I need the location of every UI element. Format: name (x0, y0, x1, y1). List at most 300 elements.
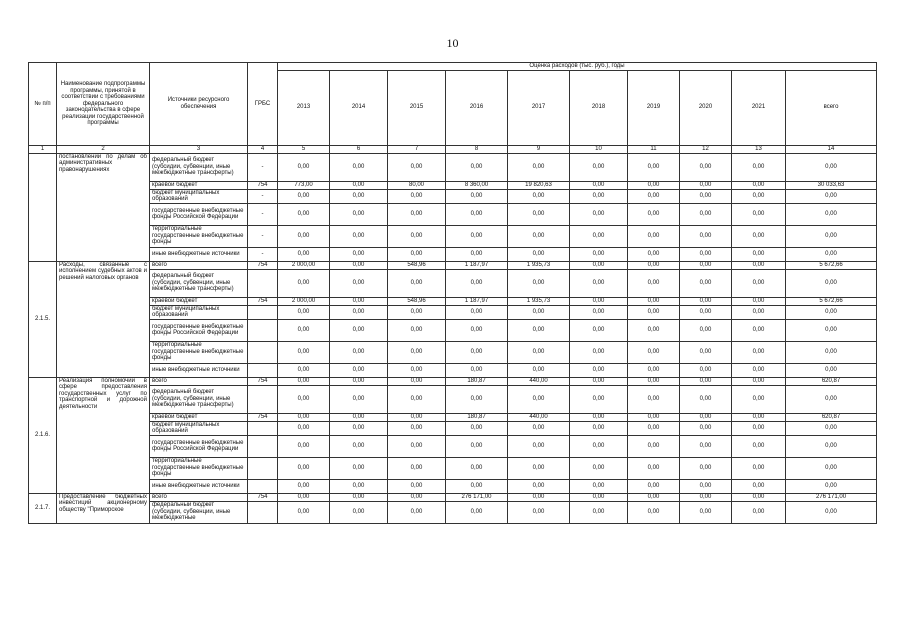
amount-cell: 0,00 (786, 319, 877, 341)
grbs-code: 754 (248, 261, 278, 269)
amount-cell: 0,00 (278, 435, 330, 457)
amount-cell: 0,00 (732, 181, 786, 189)
amount-cell: 0,00 (628, 297, 680, 305)
grbs-code (248, 435, 278, 457)
amount-cell: 0,00 (732, 421, 786, 435)
amount-cell: 0,00 (446, 457, 508, 479)
amount-cell: 1 187,97 (446, 261, 508, 269)
amount-cell: 1 935,73 (508, 261, 570, 269)
funding-source: федеральный бюджет (субсидии, субвенции, иные межбюджетные трансферты) (150, 269, 248, 297)
grbs-code: - (248, 225, 278, 247)
amount-cell: 0,00 (330, 181, 388, 189)
amount-cell: 2 000,00 (278, 297, 330, 305)
amount-cell: 0,00 (570, 247, 628, 261)
amount-cell: 0,00 (628, 247, 680, 261)
amount-cell: 0,00 (786, 363, 877, 377)
amount-cell: 0,00 (570, 385, 628, 413)
column-number: 4 (248, 145, 278, 153)
amount-cell: 0,00 (278, 363, 330, 377)
amount-cell: 0,00 (446, 479, 508, 493)
amount-cell: 0,00 (732, 269, 786, 297)
amount-cell: 0,00 (278, 493, 330, 501)
amount-cell: 0,00 (330, 377, 388, 385)
header-year: 2019 (628, 70, 680, 145)
amount-cell: 0,00 (680, 479, 732, 493)
amount-cell: 0,00 (388, 457, 446, 479)
grbs-code (248, 457, 278, 479)
amount-cell: 0,00 (786, 501, 877, 523)
amount-cell: 0,00 (388, 247, 446, 261)
header-year: 2021 (732, 70, 786, 145)
amount-cell: 0,00 (330, 225, 388, 247)
amount-cell: 0,00 (278, 479, 330, 493)
amount-cell: 0,00 (732, 479, 786, 493)
table-row (29, 203, 877, 225)
amount-cell: 0,00 (508, 435, 570, 457)
amount-cell: 0,00 (786, 457, 877, 479)
funding-source: иные внебюджетные источники (150, 363, 248, 377)
header-year: всего (786, 70, 877, 145)
grbs-code: 754 (248, 413, 278, 421)
amount-cell: 440,00 (508, 413, 570, 421)
amount-cell: 0,00 (680, 493, 732, 501)
header-name: Наименование подпрограммы программы, принятой в соответствии с требованиями федерального законодательства в сфере реализации государственной программы (57, 63, 150, 146)
amount-cell: 548,96 (388, 297, 446, 305)
grbs-code: - (248, 203, 278, 225)
amount-cell: 0,00 (628, 363, 680, 377)
table-row (29, 305, 877, 319)
amount-cell: 0,00 (278, 385, 330, 413)
amount-cell: 0,00 (330, 421, 388, 435)
funding-source: территориальные государственные внебюджетные фонды (150, 225, 248, 247)
amount-cell: 0,00 (446, 247, 508, 261)
amount-cell: 0,00 (680, 269, 732, 297)
amount-cell: 0,00 (732, 225, 786, 247)
column-number: 9 (508, 145, 570, 153)
table-row (29, 341, 877, 363)
amount-cell: 0,00 (732, 261, 786, 269)
amount-cell: 0,00 (732, 413, 786, 421)
amount-cell: 0,00 (508, 341, 570, 363)
amount-cell: 0,00 (388, 479, 446, 493)
amount-cell: 0,00 (388, 377, 446, 385)
amount-cell: 0,00 (680, 305, 732, 319)
table-row (29, 319, 877, 341)
amount-cell: 0,00 (786, 269, 877, 297)
amount-cell: 0,00 (446, 319, 508, 341)
amount-cell: 0,00 (330, 247, 388, 261)
amount-cell: 0,00 (786, 153, 877, 181)
funding-source: государственные внебюджетные фонды Российской Федерации (150, 435, 248, 457)
amount-cell: 0,00 (446, 153, 508, 181)
amount-cell: 1 187,97 (446, 297, 508, 305)
column-number: 1 (29, 145, 57, 153)
table-row (29, 457, 877, 479)
amount-cell: 0,00 (786, 189, 877, 203)
amount-cell: 0,00 (628, 341, 680, 363)
amount-cell: 0,00 (680, 297, 732, 305)
amount-cell: 0,00 (570, 457, 628, 479)
amount-cell: 0,00 (330, 261, 388, 269)
amount-cell: 0,00 (570, 341, 628, 363)
row-number: 2.1.5. (29, 261, 57, 377)
table-row (29, 189, 877, 203)
row-number (29, 153, 57, 261)
amount-cell: 0,00 (628, 203, 680, 225)
amount-cell: 0,00 (330, 189, 388, 203)
header-source: Источники ресурсного обеспечения (150, 63, 248, 146)
amount-cell: 0,00 (330, 385, 388, 413)
amount-cell: 0,00 (278, 501, 330, 523)
amount-cell: 0,00 (732, 203, 786, 225)
amount-cell: 0,00 (680, 319, 732, 341)
amount-cell: 0,00 (330, 457, 388, 479)
amount-cell: 0,00 (388, 225, 446, 247)
subprogram-name: Реализация полномочий в сфере предоставления государственных услуг по транспортной и дорожной деятельности (57, 377, 150, 493)
table-row (29, 261, 877, 269)
column-number: 14 (786, 145, 877, 153)
amount-cell: 0,00 (508, 501, 570, 523)
amount-cell: 0,00 (732, 305, 786, 319)
subprogram-name: Расходы, связанные с исполнением судебных актов и решений налоговых органов (57, 261, 150, 377)
column-number: 10 (570, 145, 628, 153)
amount-cell: 0,00 (388, 269, 446, 297)
column-number: 3 (150, 145, 248, 153)
amount-cell: 0,00 (680, 385, 732, 413)
amount-cell: 0,00 (628, 189, 680, 203)
page-number: 10 (446, 36, 459, 50)
amount-cell: 0,00 (732, 153, 786, 181)
funding-source: всего (150, 493, 248, 501)
grbs-code (248, 385, 278, 413)
table-row (29, 501, 877, 523)
budget-table (28, 62, 877, 524)
funding-source: всего (150, 261, 248, 269)
amount-cell: 0,00 (330, 479, 388, 493)
funding-source: государственные внебюджетные фонды Российской Федерации (150, 203, 248, 225)
amount-cell: 0,00 (446, 341, 508, 363)
amount-cell: 0,00 (278, 203, 330, 225)
amount-cell: 19 820,63 (508, 181, 570, 189)
header-year: 2018 (570, 70, 628, 145)
amount-cell: 0,00 (680, 457, 732, 479)
header-row-top (29, 63, 877, 71)
amount-cell: 0,00 (388, 413, 446, 421)
amount-cell: 0,00 (388, 319, 446, 341)
amount-cell: 5 672,66 (786, 297, 877, 305)
amount-cell: 0,00 (570, 297, 628, 305)
header-year: 2014 (330, 70, 388, 145)
table-row (29, 153, 877, 181)
funding-source: всего (150, 377, 248, 385)
amount-cell: 5 672,66 (786, 261, 877, 269)
amount-cell: 0,00 (732, 341, 786, 363)
amount-cell: 0,00 (628, 181, 680, 189)
subprogram-name: постановлений по делам об административных правонарушениях (57, 153, 150, 261)
amount-cell: 80,00 (388, 181, 446, 189)
header-num: № п/п (29, 63, 57, 146)
table-row (29, 377, 877, 385)
amount-cell: 0,00 (388, 421, 446, 435)
amount-cell: 0,00 (508, 363, 570, 377)
amount-cell: 0,00 (446, 363, 508, 377)
amount-cell: 0,00 (330, 305, 388, 319)
grbs-code: - (248, 247, 278, 261)
column-number: 11 (628, 145, 680, 153)
amount-cell: 0,00 (732, 247, 786, 261)
amount-cell: 0,00 (570, 181, 628, 189)
amount-cell: 30 033,63 (786, 181, 877, 189)
amount-cell: 2 000,00 (278, 261, 330, 269)
table-row (29, 297, 877, 305)
grbs-code (248, 421, 278, 435)
amount-cell: 0,00 (732, 493, 786, 501)
amount-cell: 0,00 (628, 319, 680, 341)
amount-cell: 0,00 (680, 247, 732, 261)
amount-cell: 0,00 (570, 153, 628, 181)
funding-source: территориальные государственные внебюджетные фонды (150, 457, 248, 479)
amount-cell: 0,00 (570, 421, 628, 435)
amount-cell: 0,00 (388, 341, 446, 363)
header-year: 2017 (508, 70, 570, 145)
amount-cell: 0,00 (570, 203, 628, 225)
amount-cell: 620,87 (786, 413, 877, 421)
table-row (29, 421, 877, 435)
amount-cell: 0,00 (570, 269, 628, 297)
funding-source: федеральный бюджет (субсидии, субвенции, иные межбюджетные трансферты) (150, 385, 248, 413)
grbs-code (248, 269, 278, 297)
column-number: 2 (57, 145, 150, 153)
amount-cell: 0,00 (680, 189, 732, 203)
amount-cell: 0,00 (446, 189, 508, 203)
amount-cell: 0,00 (786, 305, 877, 319)
amount-cell: 0,00 (732, 501, 786, 523)
header-year: 2013 (278, 70, 330, 145)
column-number: 6 (330, 145, 388, 153)
amount-cell: 0,00 (786, 385, 877, 413)
amount-cell: 440,00 (508, 377, 570, 385)
amount-cell: 0,00 (330, 153, 388, 181)
amount-cell: 0,00 (508, 189, 570, 203)
amount-cell: 0,00 (278, 189, 330, 203)
amount-cell: 0,00 (732, 385, 786, 413)
amount-cell: 0,00 (680, 377, 732, 385)
amount-cell: 0,00 (508, 457, 570, 479)
amount-cell: 0,00 (628, 435, 680, 457)
amount-cell: 0,00 (628, 501, 680, 523)
amount-cell: 0,00 (330, 203, 388, 225)
funding-source: краевой бюджет (150, 297, 248, 305)
amount-cell: 0,00 (680, 225, 732, 247)
amount-cell: 0,00 (330, 297, 388, 305)
amount-cell: 0,00 (570, 493, 628, 501)
amount-cell: 0,00 (786, 203, 877, 225)
amount-cell: 0,00 (732, 319, 786, 341)
amount-cell: 0,00 (388, 305, 446, 319)
grbs-code: 754 (248, 297, 278, 305)
amount-cell: 8 360,00 (446, 181, 508, 189)
subprogram-name: Предоставление бюджетных инвестиций акционерному обществу "Приморское (57, 493, 150, 523)
grbs-code (248, 363, 278, 377)
funding-source: иные внебюджетные источники (150, 247, 248, 261)
amount-cell: 0,00 (446, 435, 508, 457)
amount-cell: 0,00 (628, 413, 680, 421)
amount-cell: 0,00 (508, 225, 570, 247)
table-row (29, 225, 877, 247)
table-row (29, 181, 877, 189)
amount-cell: 180,87 (446, 377, 508, 385)
amount-cell: 0,00 (278, 305, 330, 319)
amount-cell: 0,00 (508, 385, 570, 413)
amount-cell: 0,00 (628, 261, 680, 269)
amount-cell: 1 935,73 (508, 297, 570, 305)
amount-cell: 0,00 (628, 269, 680, 297)
amount-cell: 773,00 (278, 181, 330, 189)
column-number: 13 (732, 145, 786, 153)
amount-cell: 0,00 (330, 413, 388, 421)
column-number: 5 (278, 145, 330, 153)
amount-cell: 0,00 (680, 181, 732, 189)
grbs-code (248, 319, 278, 341)
grbs-code: 754 (248, 181, 278, 189)
amount-cell: 0,00 (508, 269, 570, 297)
amount-cell: 0,00 (786, 479, 877, 493)
amount-cell: 0,00 (570, 189, 628, 203)
grbs-code: 754 (248, 493, 278, 501)
amount-cell: 0,00 (278, 269, 330, 297)
amount-cell: 0,00 (278, 225, 330, 247)
amount-cell: 0,00 (446, 385, 508, 413)
funding-source: территориальные государственные внебюджетные фонды (150, 341, 248, 363)
amount-cell: 0,00 (786, 247, 877, 261)
grbs-code: 754 (248, 377, 278, 385)
amount-cell: 0,00 (786, 225, 877, 247)
amount-cell: 0,00 (446, 203, 508, 225)
amount-cell: 0,00 (680, 413, 732, 421)
amount-cell: 0,00 (330, 269, 388, 297)
table-row (29, 413, 877, 421)
funding-source: краевой бюджет (150, 413, 248, 421)
amount-cell: 0,00 (732, 457, 786, 479)
amount-cell: 0,00 (570, 305, 628, 319)
amount-cell: 0,00 (388, 493, 446, 501)
amount-cell: 0,00 (508, 421, 570, 435)
amount-cell: 0,00 (278, 457, 330, 479)
amount-cell: 0,00 (278, 413, 330, 421)
amount-cell: 276 171,00 (786, 493, 877, 501)
amount-cell: 0,00 (628, 493, 680, 501)
amount-cell: 0,00 (570, 225, 628, 247)
column-number: 12 (680, 145, 732, 153)
amount-cell: 0,00 (508, 153, 570, 181)
amount-cell: 0,00 (278, 247, 330, 261)
column-numbers-row (29, 145, 877, 153)
amount-cell: 0,00 (680, 421, 732, 435)
amount-cell: 0,00 (628, 385, 680, 413)
amount-cell: 0,00 (278, 153, 330, 181)
funding-source: федеральный бюджет (субсидии, субвенции, иные межбюджетные (150, 501, 248, 523)
amount-cell: 0,00 (446, 269, 508, 297)
amount-cell: 0,00 (330, 493, 388, 501)
funding-source: федеральный бюджет (субсидии, субвенции, иные межбюджетные трансферты) (150, 153, 248, 181)
grbs-code: - (248, 153, 278, 181)
amount-cell: 0,00 (330, 435, 388, 457)
amount-cell: 0,00 (508, 247, 570, 261)
amount-cell: 0,00 (628, 153, 680, 181)
amount-cell: 0,00 (628, 479, 680, 493)
funding-source: бюджет муниципальных образований (150, 421, 248, 435)
amount-cell: 0,00 (628, 421, 680, 435)
amount-cell: 0,00 (446, 305, 508, 319)
amount-cell: 548,96 (388, 261, 446, 269)
amount-cell: 0,00 (508, 203, 570, 225)
amount-cell: 0,00 (330, 363, 388, 377)
amount-cell: 0,00 (732, 189, 786, 203)
row-number: 2.1.7. (29, 493, 57, 523)
amount-cell: 0,00 (388, 435, 446, 457)
amount-cell: 0,00 (388, 153, 446, 181)
amount-cell: 0,00 (732, 363, 786, 377)
table-row (29, 493, 877, 501)
amount-cell: 0,00 (680, 501, 732, 523)
grbs-code (248, 341, 278, 363)
header-year: 2015 (388, 70, 446, 145)
table-body (29, 153, 877, 523)
table-row (29, 363, 877, 377)
amount-cell: 0,00 (680, 153, 732, 181)
amount-cell: 0,00 (628, 305, 680, 319)
amount-cell: 0,00 (278, 421, 330, 435)
amount-cell: 0,00 (570, 363, 628, 377)
amount-cell: 0,00 (680, 435, 732, 457)
amount-cell: 0,00 (508, 493, 570, 501)
funding-source: краевой бюджет (150, 181, 248, 189)
amount-cell: 0,00 (628, 225, 680, 247)
amount-cell: 0,00 (508, 319, 570, 341)
header-grbs: ГРБС (248, 63, 278, 146)
column-number: 8 (446, 145, 508, 153)
amount-cell: 0,00 (628, 457, 680, 479)
header-year: 2020 (680, 70, 732, 145)
amount-cell: 620,87 (786, 377, 877, 385)
grbs-code (248, 479, 278, 493)
amount-cell: 0,00 (446, 421, 508, 435)
amount-cell: 0,00 (732, 297, 786, 305)
amount-cell: 0,00 (570, 413, 628, 421)
amount-cell: 0,00 (388, 203, 446, 225)
amount-cell: 0,00 (786, 435, 877, 457)
funding-source: бюджет муниципальных образований (150, 305, 248, 319)
amount-cell: 0,00 (570, 377, 628, 385)
amount-cell: 0,00 (680, 341, 732, 363)
amount-cell: 0,00 (330, 319, 388, 341)
header-estimate: Оценка расходов (тыс. руб.), годы (278, 63, 877, 71)
amount-cell: 0,00 (570, 435, 628, 457)
table-row (29, 479, 877, 493)
table-row (29, 269, 877, 297)
amount-cell: 0,00 (278, 341, 330, 363)
amount-cell: 0,00 (680, 261, 732, 269)
amount-cell: 0,00 (330, 341, 388, 363)
amount-cell: 0,00 (278, 377, 330, 385)
header-year: 2016 (446, 70, 508, 145)
amount-cell: 0,00 (786, 421, 877, 435)
amount-cell: 0,00 (446, 225, 508, 247)
amount-cell: 0,00 (680, 203, 732, 225)
amount-cell: 0,00 (388, 363, 446, 377)
grbs-code (248, 501, 278, 523)
table-row (29, 435, 877, 457)
